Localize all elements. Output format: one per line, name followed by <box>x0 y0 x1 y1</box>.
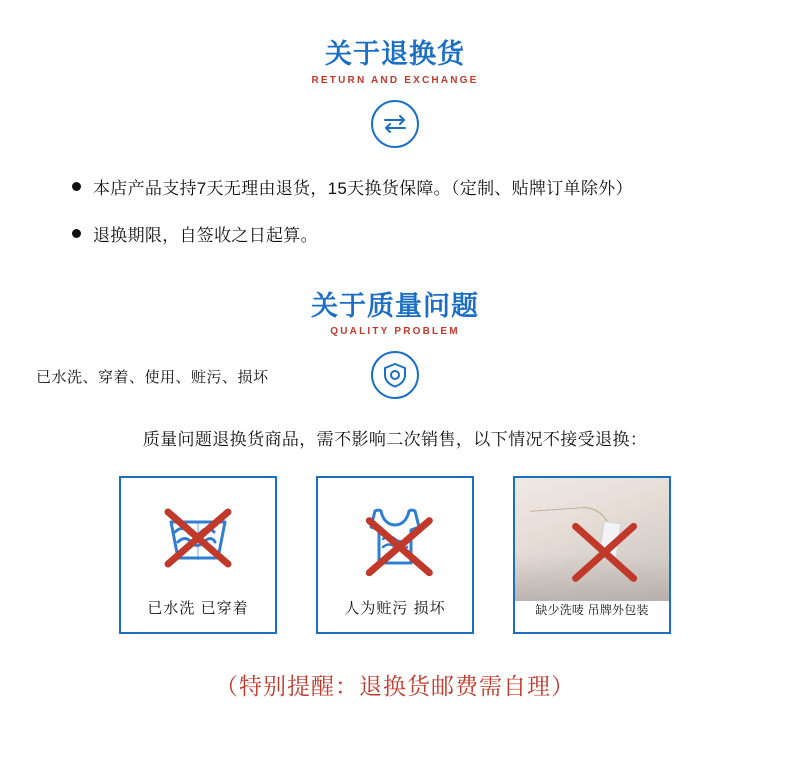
return-section-subtitle: RETURN AND EXCHANGE <box>311 74 479 86</box>
shipping-fee-warning: （特别提醒：退换货邮费需自理） <box>215 673 575 700</box>
card-art <box>318 478 472 597</box>
hangtag <box>599 521 622 559</box>
wash-basin-icon <box>161 506 235 570</box>
return-policy-line-1: 本店产品支持7天无理由退货，15天换货保障。（定制、贴牌订单除外） <box>93 178 633 198</box>
tag-string <box>530 506 611 538</box>
quality-section <box>0 292 790 635</box>
card-label: 人为赃污 损坏 <box>344 600 446 618</box>
return-section-title: 关于退换货 <box>325 39 465 69</box>
card-label: 缺少洗唛 吊牌外包装 <box>535 603 649 618</box>
return-policy-line-2: 退换期限，自签收之日起算。 <box>93 225 318 245</box>
shield-check-icon <box>371 351 419 399</box>
return-policy-list <box>0 174 790 246</box>
exclusion-card-stained <box>316 476 474 634</box>
list-item <box>72 174 790 199</box>
quality-section-subtitle: QUALITY PROBLEM <box>330 326 460 338</box>
quality-section-title: 关于质量问题 <box>311 290 479 321</box>
photo-shadow <box>515 555 669 601</box>
card-label: 已水洗 已穿着 <box>147 600 249 618</box>
list-item <box>72 221 790 246</box>
return-section-header <box>0 0 790 148</box>
bullet-dot-icon <box>72 229 81 238</box>
tank-top-icon <box>359 503 431 573</box>
card-art <box>121 478 275 597</box>
exclusion-card-list <box>0 476 790 634</box>
hangtag-photo <box>515 478 669 601</box>
bullet-dot-icon <box>72 182 81 191</box>
exchange-arrows-icon <box>371 100 419 148</box>
card-art <box>515 478 669 601</box>
exclusion-card-hangtag <box>513 476 671 634</box>
quality-side-note: 已水洗、穿着、使用、赃污、损坏 <box>36 368 269 386</box>
exclusion-card-washed <box>119 476 277 634</box>
quality-note: 质量问题退换货商品，需不影响二次销售，以下情况不接受退换： <box>142 430 648 450</box>
